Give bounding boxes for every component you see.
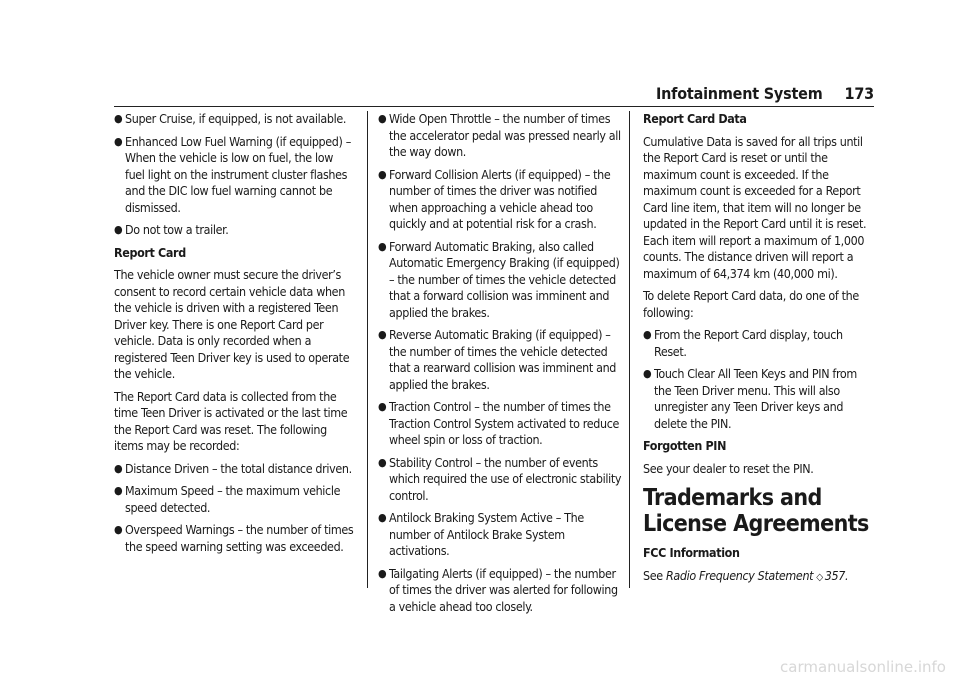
list-item: ● Touch Clear All Teen Keys and PIN from the Teen Driver menu. This will also unregister any Teen Driver keys and delete the PIN. — [643, 366, 857, 431]
paragraph: The vehicle owner must secure the driver’s consent to record certain vehicle data when the vehicle is driven with a registered Teen Driver key. There is one Report Card per vehicle. Data is only recorded when a registered Teen Driver key is used to operate the vehicle. — [114, 267, 350, 381]
bullet-icon: ● — [114, 523, 123, 536]
cross-reference — [643, 568, 875, 587]
list-item: ● Do not tow a trailer. — [114, 222, 229, 237]
heading-forgotten-pin: Forgotten PIN — [643, 438, 727, 453]
cross-reference-link[interactable]: Radio Frequency Statement — [665, 567, 814, 583]
list-item: ● Traction Control – the number of times the Traction Control System activated to reduce wheel spin or loss of traction. — [378, 399, 620, 447]
bullet-list-top — [114, 111, 354, 239]
bullet-icon: ● — [378, 167, 387, 181]
bullet-list-recorded-items — [114, 461, 354, 556]
bullet-icon: ● — [378, 239, 387, 253]
cross-reference-page[interactable]: 357. — [824, 567, 849, 583]
bullet-icon: ● — [643, 367, 652, 380]
bullet-icon: ● — [378, 455, 387, 469]
list-item: ● From the Report Card display, touch Reset. — [643, 327, 843, 359]
bullet-icon: ● — [378, 328, 387, 341]
bullet-icon: ● — [378, 400, 387, 413]
paragraph: To delete Report Card data, do one of the following: — [643, 288, 859, 320]
column-divider-1 — [367, 111, 368, 588]
list-item: ● Reverse Automatic Braking (if equipped) – the number of times the vehicle detected that a rearward collision was imminent and applied the brakes. — [378, 327, 617, 392]
bullet-icon: ● — [378, 566, 387, 580]
list-item: ● Antilock Braking System Active – The number of Antilock Brake System activations. — [378, 510, 584, 558]
bullet-icon: ● — [114, 461, 123, 475]
column-divider-2 — [629, 111, 630, 588]
bullet-icon: ● — [114, 112, 123, 125]
header-rule — [114, 106, 874, 107]
list-item: ● Distance Driven – the total distance driven. — [114, 460, 352, 476]
column-2 — [378, 111, 622, 621]
bullet-icon: ● — [114, 223, 123, 236]
page-reference-icon: ◇ — [816, 571, 823, 583]
bullet-icon: ● — [114, 484, 123, 497]
heading-report-card-data: Report Card Data — [643, 111, 747, 126]
list-item: ● Forward Automatic Braking, also called Automatic Emergency Braking (if equipped) – the number of times the vehicle detected that a forward collision was imminent and applied the brakes. — [378, 238, 620, 320]
see-prefix: See — [643, 567, 663, 583]
list-item: ● Stability Control – the number of events which required the use of electronic stability control. — [378, 454, 622, 503]
bullet-icon: ● — [114, 134, 123, 148]
bullet-icon: ● — [378, 112, 387, 125]
list-item: ● Overspeed Warnings – the number of times the speed warning setting was exceeded. — [114, 522, 354, 554]
paragraph: The Report Card data is collected from the time Teen Driver is activated or the last time the Report Card was reset. The following items may be recorded: — [114, 388, 348, 453]
section-name: Infotainment System — [655, 84, 823, 103]
bullet-list-delete-options — [643, 327, 875, 432]
list-item: ● Wide Open Throttle – the number of times the accelerator pedal was pressed nearly all the way down. — [378, 111, 621, 159]
bullet-icon: ● — [378, 511, 387, 524]
list-item: ● Tailgating Alerts (if equipped) – the number of times the driver was alerted for following a vehicle ahead too closely. — [378, 565, 618, 614]
column-1 — [114, 111, 354, 561]
heading-fcc-information: FCC Information — [643, 545, 740, 560]
column-3 — [643, 111, 875, 592]
running-header — [656, 84, 874, 103]
section-title: Trademarks and License Agreements — [643, 485, 869, 537]
heading-report-card: Report Card — [114, 244, 186, 260]
list-item: ● Super Cruise, if equipped, is not available. — [114, 111, 347, 126]
page-number: 173 — [844, 84, 874, 103]
list-item: ● Forward Collision Alerts (if equipped) – the number of times the driver was notified when approaching a vehicle ahead too quickly and at potential risk for a crash. — [378, 166, 611, 231]
bullet-list-continued — [378, 111, 622, 615]
watermark: carmanualsonline.info — [780, 658, 946, 676]
list-item: ● Maximum Speed – the maximum vehicle speed detected. — [114, 483, 341, 515]
list-item: ● Enhanced Low Fuel Warning (if equipped) – When the vehicle is low on fuel, the low fuel light on the instrument cluster flashes and the DIC low fuel warning cannot be dismissed. — [114, 133, 351, 215]
paragraph: Cumulative Data is saved for all trips until the Report Card is reset or until the maximum count is exceeded. If the maximum count is exceeded for a Report Card line item, that item will no longer be updated in the Report Card until it is reset. Each item will report a maximum of 1,000 counts. The distance driven will report a maximum of 64,374 km (40,000 mi). — [643, 133, 867, 281]
paragraph: See your dealer to reset the PIN. — [643, 460, 814, 476]
bullet-icon: ● — [643, 328, 652, 341]
